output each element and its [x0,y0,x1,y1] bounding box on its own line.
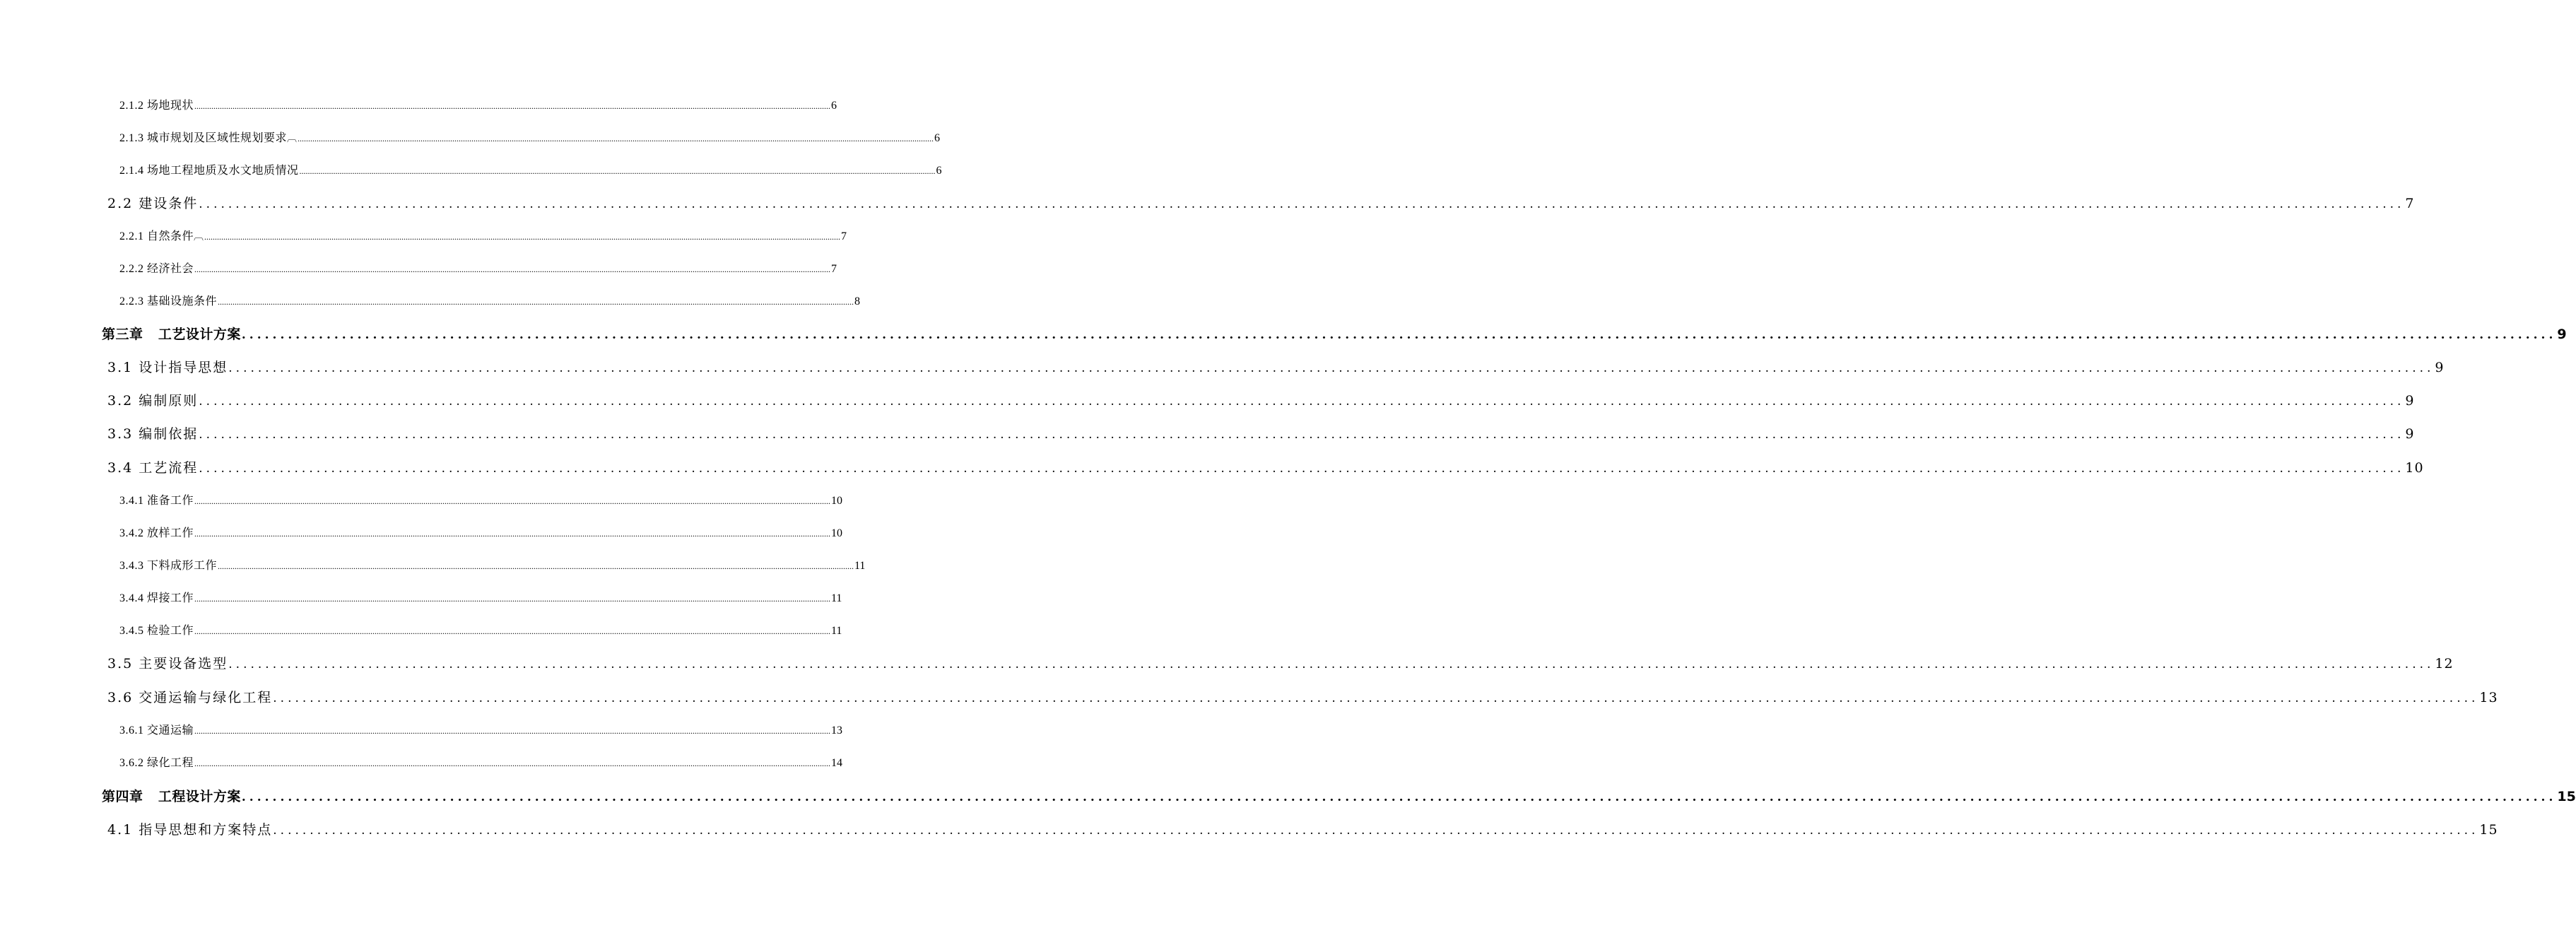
toc-entry-title: 3.4.2 放样工作 [119,527,194,539]
toc-entry-page: 13 [2479,690,2498,705]
toc-entry[interactable] [119,527,843,541]
dot-leader: ............................................................................................................................................................................................................................................................................................................ [228,657,2435,672]
toc-entry-page: 7 [841,230,847,242]
dot-leader: ............................................................................................................................................................................................................................................................................................................ [204,232,841,242]
toc-entry[interactable] [119,724,843,738]
toc-entry[interactable] [119,230,847,245]
toc-entry-page: 9 [2405,426,2415,442]
toc-entry-page: 11 [854,560,866,572]
toc-entry-page: 6 [934,132,941,144]
toc-entry-title: 3.6.2 绿化工程 [119,757,194,769]
toc-entry-title: 3.4.4 焊接工作 [119,592,194,604]
dot-leader: ............................................................................................................................................................................................................................................................................................................ [199,462,2405,476]
toc-entry-mark: ︹ [194,232,204,242]
dot-leader: ............................................................................................................................................................................................................................................................................................................ [199,428,2405,442]
toc-entry-page: 6 [831,100,837,112]
toc-entry[interactable] [107,426,2415,443]
dot-leader: ............................................................................................................................................................................................................................................................................................................ [194,758,831,768]
toc-entry[interactable] [107,689,2498,707]
toc-entry-page: 7 [2405,196,2415,211]
toc-entry-page: 10 [831,495,843,507]
dot-leader: ............................................................................................................................................................................................................................................................................................................ [218,297,854,307]
toc-entry[interactable] [107,655,2454,673]
dot-leader: ............................................................................................................................................................................................................................................................................................................ [194,626,831,636]
toc-entry-title: 2.2 建设条件 [107,196,199,211]
toc-entry-title: 3.1 设计指导思想 [107,360,228,375]
dot-leader: ............................................................................................................................................................................................................................................................................................................ [194,529,831,539]
dot-leader: ............................................................................................................................................................................................................................................................................................................ [241,790,2557,804]
dot-leader: ............................................................................................................................................................................................................................................................................................................ [218,561,854,571]
toc-chapter[interactable] [102,788,2576,806]
toc-entry[interactable] [119,624,842,638]
toc-entry-mark: ︹ [287,134,298,144]
dot-leader: ............................................................................................................................................................................................................................................................................................................ [194,594,831,604]
toc-entry-title: 第三章 工艺设计方案 [102,327,241,342]
toc-entry-page: 9 [2557,327,2567,342]
toc-entry-title: 3.5 主要设备选型 [107,656,228,672]
dot-leader: ............................................................................................................................................................................................................................................................................................................ [241,328,2557,342]
toc-entry[interactable] [119,164,942,178]
toc-entry-title: 3.3 编制依据 [107,426,199,442]
toc-entry-page: 12 [2435,656,2454,672]
toc-entry[interactable] [119,756,843,770]
toc-entry-title: 3.6 交通运输与绿化工程 [107,690,273,705]
toc-entry[interactable] [107,459,2424,477]
toc-entry-title: 2.2.2 经济社会 [119,263,194,275]
toc-entry-page: 13 [831,725,843,737]
toc-entry[interactable] [119,262,837,276]
toc-entry[interactable] [119,99,837,113]
dot-leader: ............................................................................................................................................................................................................................................................................................................ [199,394,2405,409]
toc-entry[interactable] [119,592,842,606]
toc-entry[interactable] [119,494,843,508]
toc-entry[interactable] [107,359,2445,377]
toc-entry-page: 14 [831,757,843,769]
toc-entry-page: 7 [831,263,837,275]
toc-entry-title: 第四章 工程设计方案 [102,789,241,804]
toc-entry-page: 15 [2479,822,2498,838]
dot-leader: ............................................................................................................................................................................................................................................................................................................ [273,691,2479,705]
toc-entry-title: 2.1.4 场地工程地质及水文地质情况 [119,165,299,177]
toc-entry-page: 11 [831,625,842,637]
toc-entry-title: 2.2.3 基础设施条件 [119,295,218,307]
toc-entry[interactable] [107,821,2498,839]
dot-leader: ............................................................................................................................................................................................................................................................................................................ [273,823,2479,838]
toc-entry-title: 2.2.1 自然条件 [119,230,194,242]
dot-leader: ............................................................................................................................................................................................................................................................................................................ [194,726,831,736]
toc-entry-title: 2.1.2 场地现状 [119,100,194,112]
toc-entry-page: 9 [2405,393,2415,409]
toc-entry-page: 8 [854,295,861,307]
toc-entry[interactable] [119,559,866,573]
dot-leader: ............................................................................................................................................................................................................................................................................................................ [299,166,936,176]
toc-entry-page: 9 [2435,360,2445,375]
toc-entry-title: 3.6.1 交通运输 [119,725,194,737]
toc-entry[interactable] [107,195,2415,213]
toc-entry-title: 3.4.1 准备工作 [119,495,194,507]
dot-leader: ............................................................................................................................................................................................................................................................................................................ [194,101,831,111]
toc-entry-page: 10 [831,527,843,539]
toc-entry-title: 4.1 指导思想和方案特点 [107,822,273,838]
toc-entry-title: 3.4.3 下料成形工作 [119,560,218,572]
toc-entry-page: 15 [2557,789,2576,804]
toc-chapter[interactable] [102,326,2567,344]
dot-leader: ............................................................................................................................................................................................................................................................................................................ [199,197,2405,211]
dot-leader: ............................................................................................................................................................................................................................................................................................................ [194,264,831,274]
toc-entry-title: 3.2 编制原则 [107,393,199,409]
toc-entry-title: 3.4 工艺流程 [107,460,199,476]
toc-entry-page: 6 [936,165,942,177]
dot-leader: ............................................................................................................................................................................................................................................................................................................ [298,134,934,143]
toc-entry[interactable] [107,392,2415,410]
toc-entry-title: 3.4.5 检验工作 [119,625,194,637]
toc-entry[interactable] [119,295,861,309]
dot-leader: ............................................................................................................................................................................................................................................................................................................ [194,496,831,506]
dot-leader: ............................................................................................................................................................................................................................................................................................................ [228,361,2435,375]
toc-entry-page: 11 [831,592,842,604]
toc-entry-title: 2.1.3 城市规划及区域性规划要求 [119,132,288,144]
toc-entry[interactable] [119,131,941,146]
toc-entry-page: 10 [2405,460,2424,476]
